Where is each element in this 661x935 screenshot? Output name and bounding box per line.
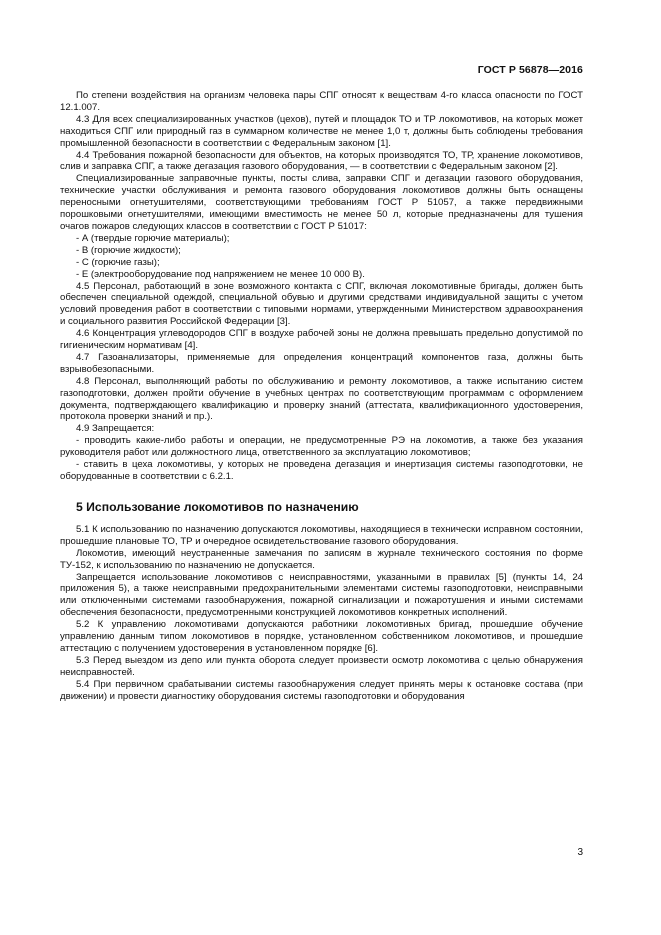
paragraph-5-1: 5.1 К использованию по назначению допускаются локомотивы, находящиеся в технически исправном состоянии, прошедшие плановые ТО, ТР и очередное освидетельствование газового оборудования. — [60, 523, 583, 547]
paragraph-fire-extinguishers: Специализированные заправочные пункты, посты слива, заправки СПГ и дегазации газового оборудования, технические участки обслуживания и ремонта газового оборудования локомотивов должны быть оснащены переносными огнетушителями, соответствующими требованиям ГОСТ Р 51057, а также передвижными порошковыми огнетушителями, имеющими вместимость не менее 50 л, которые предназначены для тушения очагов пожаров следующих классов в соответствии с ГОСТ Р 51017: — [60, 173, 583, 232]
list-item-prohibited-placement: - ставить в цеха локомотивы, у которых не проведена дегазация и инертизация системы газоподготовки, не оборудованные в соответствии с 6.2.1. — [60, 459, 583, 482]
paragraph-4-7: 4.7 Газоанализаторы, применяемые для определения концентраций компонентов газа, должны быть взрывобезопасными. — [60, 351, 583, 375]
list-item-class-a: - А (твердые горючие материалы); — [76, 232, 230, 244]
paragraph-5-2: 5.2 К управлению локомотивами допускаются работники локомотивных бригад, прошедшие обучение управлению данным типом локомотивов в порядке, установленном собственником локомотивов, и прошедшие аттестацию с получением удостоверения в установленном порядке [6]. — [60, 619, 583, 654]
page-number: 3 — [577, 847, 583, 858]
list-item-class-b: - В (горючие жидкости); — [76, 244, 181, 256]
paragraph-4-8: 4.8 Персонал, выполняющий работы по обслуживанию и ремонту локомотивов, а также испытанию систем газоподготовки, должен пройти обучение в учебных центрах по соответствующим программам с оформлением документа, подтверждающего квалификацию и проверку знаний (аттестата, квалификационного удостоверения, протокола проверки знаний и пр.). — [60, 375, 583, 423]
paragraph-remarks: Локомотив, имеющий неустраненные замечания по записям в журнале технического состояния по форме ТУ-152, к использованию по назначению не допускается. — [60, 547, 583, 571]
paragraph-4-9: 4.9 Запрещается: — [76, 423, 155, 435]
list-item-class-c: - С (горючие газы); — [76, 256, 160, 268]
paragraph-4-6: 4.6 Концентрация углеводородов СПГ в воздухе рабочей зоны не должна превышать предельно допустимой по гигиеническим нормативам [4]. — [60, 328, 583, 352]
list-item-class-e: - Е (электрооборудование под напряжением не менее 10 000 В). — [76, 268, 365, 280]
section-5-heading: 5 Использование локомотивов по назначению — [76, 499, 359, 514]
paragraph-4-5: 4.5 Персонал, работающий в зоне возможного контакта с СПГ, включая локомотивные бригады, должен быть обеспечен специальной одеждой, специальной обувью и другими средствами индивидуальной защиты с учетом условий проведения работ в соответствии с типовыми нормами, утвержденными Министерством здравоохранения и социального развития Российской Федерации [3]. — [60, 280, 583, 328]
paragraph-4-4: 4.4 Требования пожарной безопасности для объектов, на которых производятся ТО, ТР, хранение локомотивов, слив и заправка СПГ, а также дегазация газового оборудования, — в соответствии с Федеральным законом [2]. — [60, 149, 583, 173]
paragraph-4-3: 4.3 Для всех специализированных участков (цехов), путей и площадок ТО и ТР локомотивов, на которых может находиться СПГ или природный газ в суммарном количестве не менее 1,0 т, должны быть соблюдены требования промышленной безопасности в соответствии с Федеральным законом [1]. — [60, 113, 583, 149]
paragraph-hazard-class: По степени воздействия на организм человека пары СПГ относят к веществам 4-го класса опасности по ГОСТ 12.1.007. — [60, 90, 583, 113]
paragraph-5-4: 5.4 При первичном срабатывании системы газообнаружения следует принять меры к остановке состава (при движении) и провести диагностику оборудования системы газоподготовки и оборудования — [60, 678, 583, 702]
paragraph-5-3: 5.3 Перед выездом из депо или пункта оборота следует произвести осмотр локомотива с целью обнаружения неисправностей. — [60, 654, 583, 678]
paragraph-prohibited-use: Запрещается использование локомотивов с неисправностями, указанными в правилах [5] (пункты 14, 24 приложения 5), а также неисправными предохранительными элементами системы газоподготовки, неисправными или отключенными системами газообнаружения, пожарной сигнализации и пожаротушения и иными системами обеспечения безопасности, предусмотренными конструкцией локомотивов конкретных исполнений. — [60, 571, 583, 619]
list-item-prohibited-works: - проводить какие-либо работы и операции, не предусмотренные РЭ на локомотив, а также без указания руководителя работ или должностного лица, ответственного за эксплуатацию локомотивов; — [60, 435, 583, 459]
document-body — [60, 90, 583, 703]
document-header: ГОСТ Р 56878—2016 — [477, 64, 583, 76]
